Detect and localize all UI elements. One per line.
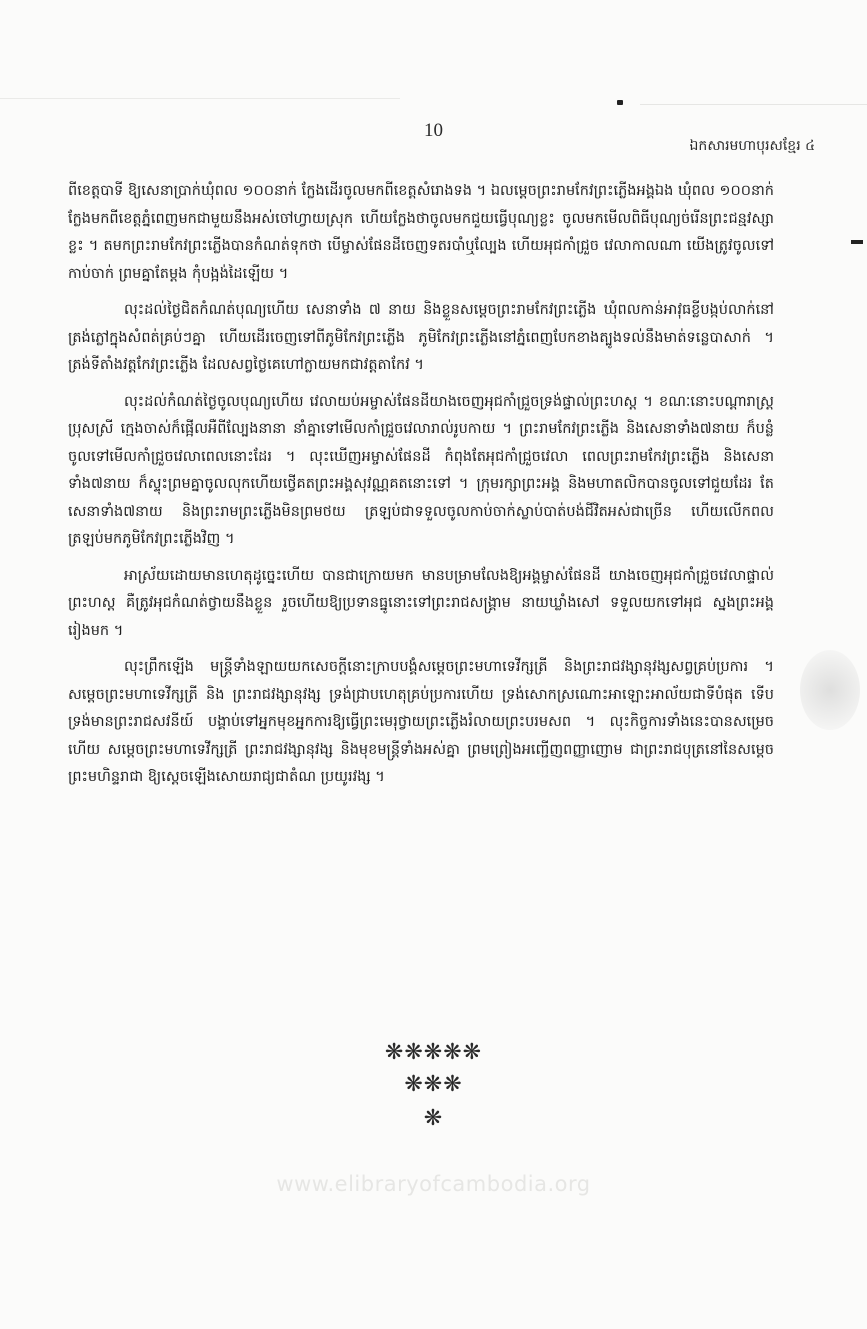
- ink-mark: [851, 240, 863, 244]
- paragraph: លុះព្រឹកឡើង មន្ត្រីទាំងឡាយយកសេចក្ដីនោះក្រាបបង្គំសម្ដេចព្រះមហាទេវីក្សត្រី និងព្រះរាជវង្សានុវង្សសព្វគ្រប់ប្រការ ។ សម្ដេចព្រះមហាទេវីក្សត្រី និង ព្រះរាជវង្សានុវង្ស ទ្រង់ជ្រាបហេតុគ្រប់ប្រការហើយ ទ្រង់សោកស្រណោះអាឡោះអាល័យជាទីបំផុត ទើបទ្រង់មានព្រះរាជសវនីយ៍ បង្គាប់ទៅអ្នកមុខអ្នកការឱ្យធ្វើព្រះមេរុថ្វាយព្រះភ្លើងរំលាយព្រះបរមសព ។ លុះកិច្ចការទាំងនេះបានសម្រេចហើយ សម្ដេចព្រះមហាទេវីក្សត្រី ព្រះរាជវង្សានុវង្ស និងមុខមន្ត្រីទាំងអស់គ្នា ព្រមព្រៀងអញ្ជើញពញ្ញាញោម ជាព្រះរាជបុត្រនៅនៃសម្ដេចព្រះមហិន្ទរាជា ឱ្យស្ដេចឡើងសោយរាជ្យជាតំណ ប្រយូរវង្ស ។: [68, 659, 774, 785]
- page-number: 10: [424, 120, 443, 141]
- scan-smudge: [800, 650, 860, 730]
- paragraph: លុះដល់ថ្ងៃជិតកំណត់បុណ្យហើយ សេនាទាំង ៧ នាយ និងខ្លួនសម្ដេចព្រះរាមកែវព្រះភ្លើង ឃុំពលកាន់អាវុធខ្លីបង្កប់លាក់នៅត្រង់ភ្លៅក្នុងសំពត់គ្រប់ៗគ្នា ហើយដើរចេញទៅពីភូមិកែវព្រះភ្លើង ភូមិកែវព្រះភ្លើងនៅភ្នំពេញបែកខាងត្បូងទល់នឹងមាត់ទន្លេបាសាក់ ។ ត្រង់ទីតាំងវត្តកែវព្រះភ្លើង ដែលសព្វថ្ងៃគេហៅក្លាយមកជាវត្តតាកែវ ។: [68, 302, 774, 373]
- paragraph: ពីខេត្តបាទី ឱ្យសេនាប្រាក់ឃុំពល ១០០នាក់ ក្លែងដើរចូលមកពីខេត្តសំរោងទង ។ ឯលម្ដេចព្រះរាមកែវព្រះភ្លើងអង្គឯង ឃុំពល ១០០នាក់ ក្លែងមកពីខេត្តភ្នំពេញមកជាមួយនឹងអស់ចៅហ្វាយស្រុក ហើយក្លែងថាចូលមកជួយធ្វើបុណ្យខ្លះ ចូលមកមើលពិធីបុណ្យច់រើនព្រះជន្មវស្សាខ្លះ ។ តមកព្រះរាមកែវព្រះភ្លើងបានកំណត់ទុកថា បើម្ចាស់ផែនដីចេញទតរបាំឬល្បែង ហើយអុជកាំជ្រួច វេលាកាលណា យើងត្រូវចូលទៅកាប់ចាក់ ព្រមគ្នាតែម្ដង កុំបង្អង់ដៃឡើយ ។: [68, 183, 774, 282]
- paragraph: អាស្រ័យដោយមានហេតុដូច្នេះហើយ បានជាក្រោយមក មានបម្រាមលែងឱ្យអង្គម្ចាស់ផែនដី យាងចេញអុជកាំជ្រួចវេលាផ្ទាល់ព្រះហស្ត គឺត្រូវអុជកំណត់ថ្វាយនឹងខ្លួន រួចហើយឱ្យប្រទានធ្នូនោះទៅព្រះរាជសង្គ្រាម នាយឃ្លាំងសៅ ទទួលយកទៅអុជ ស្នងព្រះអង្គរៀងមក ។: [68, 567, 774, 639]
- ornament-row: ❋: [423, 1106, 444, 1131]
- ink-mark: [617, 100, 623, 105]
- scan-artifact: [640, 104, 867, 105]
- running-header: ឯកសារមហាបុរសខ្មែរ ៤: [689, 138, 815, 154]
- watermark: www.elibraryofcambodia.org: [276, 1172, 591, 1196]
- ornament-row: ❋❋❋: [404, 1072, 463, 1097]
- scan-artifact: [0, 98, 400, 99]
- ornament-row: ❋❋❋❋❋: [384, 1040, 483, 1065]
- body-text: [68, 178, 774, 801]
- paragraph: លុះដល់កំណត់ថ្ងៃចូលបុណ្យហើយ វេលាយប់អម្ចាស់ផែនដីយាងចេញអុជកាំជ្រួចទ្រង់ផ្ទាល់ព្រះហស្ត ។ ខណៈនោះបណ្ដារាស្ត្រប្រុសស្រី ក្មេងចាស់ក៏ផ្អើលអឺពីល្បែងនានា នាំគ្នាទៅមើលកាំជ្រួចវេលារាល់រូបកាយ ។ ព្រះរាមកែវព្រះភ្លើង និងសេនាទាំង៧នាយ ក៏បន្លំចូលទៅមើលកាំជ្រួចវេលាពេលនោះដែរ ។ លុះឃើញអម្ចាស់ផែនដី កំពុងតែអុជកាំជ្រួចវេលា ពេលព្រះរាមកែវព្រះភ្លើង និងសេនាទាំង៧នាយ ក៏ស្ទុះព្រមគ្នាចូលលុកហើយថ្វើគតព្រះអង្គសុវណ្ណគតនោះទៅ ។ ក្រុមរក្សាព្រះអង្គ និងមហាតលិកបានចូលទៅជួយដែរ តែសេនាទាំង៧នាយ និងព្រះរាមព្រះភ្លើងមិនព្រមថយ ត្រឡប់ជាទទួលចូលកាប់ចាក់ស្លាប់បាត់បង់ជីវិតអស់ជាច្រើន ហើយលើកពលត្រឡប់មកភូមិកែវព្រះភ្លើងវិញ ។: [68, 393, 774, 547]
